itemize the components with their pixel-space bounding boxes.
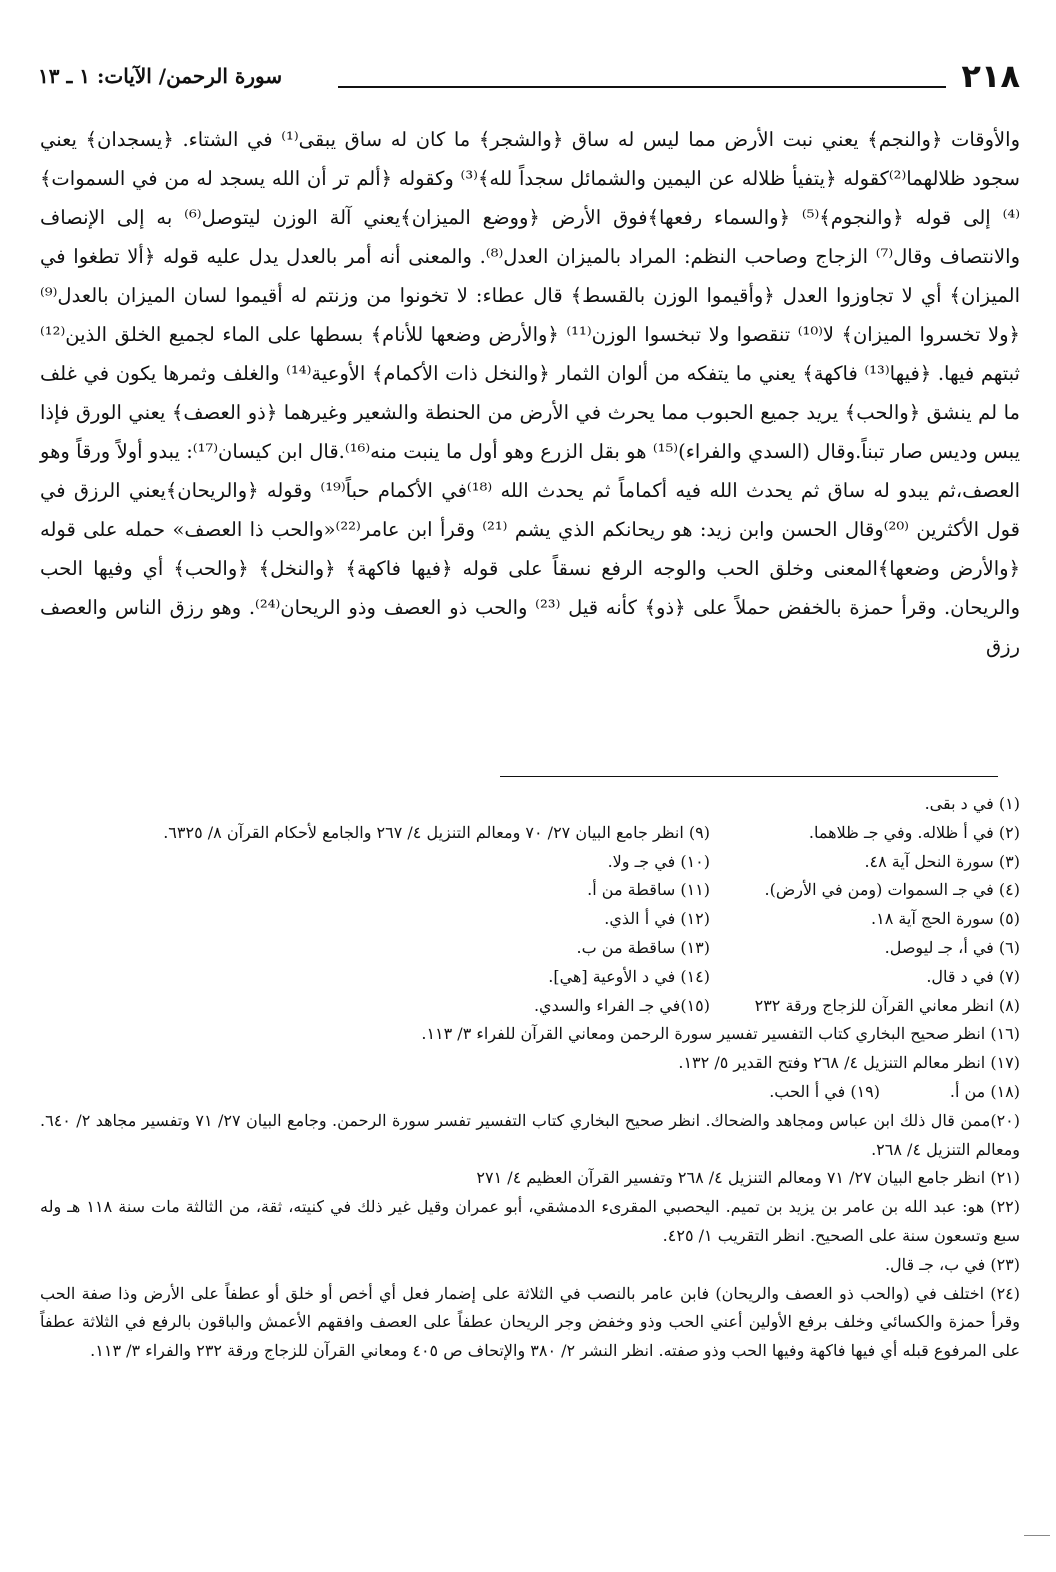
footnote-row	[40, 905, 1020, 934]
footnote-15: (١٥)في جـ الفراء والسدي.	[533, 995, 710, 1015]
footnote-8: (٨) انظر معاني القرآن للزجاج ورقة ٢٣٢	[754, 995, 1020, 1015]
footnote-13: (١٣) ساقطة من ب.	[576, 937, 710, 957]
footnote-row	[40, 848, 1020, 877]
footnote-row	[40, 992, 1020, 1021]
footnote-10: (١٠) في جـ ولا.	[607, 851, 710, 871]
footnote-row	[40, 934, 1020, 963]
footnotes	[40, 790, 1020, 1366]
running-title: سورة الرحمن/ الآيات: ١ ـ ١٣	[38, 64, 283, 88]
footnote-divider	[500, 776, 998, 777]
page-number: ٢١٨	[961, 57, 1020, 95]
footnote-3: (٣) سورة النحل آية ٤٨.	[864, 851, 1020, 871]
page-header	[38, 56, 1020, 96]
footnote-4: (٤) في جـ السموات (ومن في الأرض).	[764, 880, 1020, 900]
body-paragraph: والأوقات ﴿والنجم﴾ يعني نبت الأرض مما ليس له ساق ﴿والشجر﴾ ما كان له ساق يبقى⁽¹⁾ في الشتاء. ﴿يسجدان﴾ يعني سجود ظلالهما⁽²⁾كقوله ﴿يتفيأ ظلاله عن اليمين والشمائل سجداً لله﴾⁽³⁾ وكقوله ﴿ألم تر أن الله يسجد له من في السموات﴾⁽⁴⁾ إلى قوله ﴿والنجوم﴾⁽⁵⁾ ﴿والسماء رفعها﴾فوق الأرض ﴿ووضع الميزان﴾يعني آلة الوزن ليتوصل⁽⁶⁾ به إلى الإنصاف والانتصاف وقال⁽⁷⁾ الزجاج وصاحب النظم: المراد بالميزان العدل⁽⁸⁾. والمعنى أنه أمر بالعدل يدل عليه قوله ﴿ألا تطغوا في الميزان﴾ أي لا تجاوزوا العدل ﴿وأقيموا الوزن بالقسط﴾ قال عطاء: لا تخونوا من وزنتم له أقيموا لسان الميزان بالعدل⁽⁹⁾ ﴿ولا تخسروا الميزان﴾ لا⁽¹⁰⁾ تنقصوا ولا تبخسوا الوزن⁽¹¹⁾ ﴿والأرض وضعها للأنام﴾ بسطها على الماء لجميع الخلق الذين⁽¹²⁾ ثبتهم فيها. ﴿فيها⁽¹³⁾ فاكهة﴾ يعني ما يتفكه من ألوان الثمار ﴿والنخل ذات الأكمام﴾ الأوعية⁽¹⁴⁾ والغلف وثمرها يكون في غلف ما لم ينشق ﴿والحب﴾ يريد جميع الحبوب مما يحرث في الأرض من الحنطة والشعير وغيرهما ﴿ذو العصف﴾ يعني الورق فإذا يبس وديس صار تبناً.وقال (السدي والفراء)⁽¹⁵⁾ هو بقل الزرع وهو أول ما ينبت منه⁽¹⁶⁾.قال ابن كيسان⁽¹⁷⁾: يبدو أولاً ورقاً وهو العصف،ثم يبدو له ساق ثم يحدث الله فيه أكماماً ثم يحدث الله ⁽¹⁸⁾في الأكمام حباً⁽¹⁹⁾ وقوله ﴿والريحان﴾يعني الرزق في قول الأكثرين ⁽²⁰⁾وقال الحسن وابن زيد: هو ريحانكم الذي يشم ⁽²¹⁾ وقرأ ابن عامر⁽²²⁾«والحب ذا العصف» حمله على قوله ﴿والأرض وضعها﴾المعنى وخلق الحب والوجه الرفع نسقاً على قوله ﴿فيها فاكهة﴾ ﴿والنخل﴾ ﴿والحب﴾ أي وفيها الحب والريحان. وقرأ حمزة بالخفض حملاً على ﴿ذو﴾ كأنه قيل ⁽²³⁾ والحب ذو العصف وذو الريحان⁽²⁴⁾. وهو رزق الناس والعصف رزق	[40, 128, 1021, 658]
footnote-17: (١٧) انظر معالم التنزيل ٤/ ٢٦٨ وفتح القدير ٥/ ١٣٢.	[678, 1053, 1020, 1073]
footnote-2: (٢) في أ ظلاله. وفي جـ ظلاهما.	[808, 822, 1020, 842]
footnote-20: (٢٠)ممن قال ذلك ابن عباس ومجاهد والضحاك. انظر صحيح البخاري كتاب التفسير تفسر سورة الرحمن. وجامع البيان ٢٧/ ٧١ وتفسير مجاهد ٢/ ٦٤٠. ومعالم التنزيل ٤/ ٢٦٨.	[40, 1110, 1020, 1159]
footnote-14: (١٤) في د الأوعية [هي].	[548, 966, 710, 986]
footnote-19: (١٩) في أ الحب.	[769, 1081, 880, 1101]
footnote-1: (١) في د بقى.	[924, 794, 1020, 813]
footnote-21: (٢١) انظر جامع البيان ٢٧/ ٧١ ومعالم التنزيل ٤/ ٢٦٨ وتفسير القرآن العظيم ٤/ ٢٧١	[476, 1168, 1020, 1188]
header-rule	[338, 86, 946, 88]
footnote-5: (٥) سورة الحج آية ١٨.	[871, 909, 1020, 929]
footnote-row	[40, 876, 1020, 905]
footnote-6: (٦) في أ، جـ ليوصل.	[884, 937, 1020, 957]
main-text	[40, 120, 1020, 666]
footnote-22: (٢٢) هو: عبد الله بن عامر بن يزيد بن تميم. اليحصبي المقرىء الدمشقي، أبو عمران وقيل غير ذلك في كنيته، ثقة، من الثالثة مات سنة ١١٨ هـ وله سبع وتسعون سنة على الصحيح. انظر التقريب ١/ ٤٢٥.	[40, 1197, 1020, 1245]
footnote-row	[40, 790, 1020, 819]
footnote-row	[40, 1078, 1020, 1107]
page-corner-mark	[1024, 1535, 1050, 1536]
footnote-7: (٧) في د قال.	[926, 966, 1020, 986]
footnote-row	[40, 819, 1020, 848]
footnote-18: (١٨) من أ.	[949, 1081, 1020, 1101]
footnote-11: (١١) ساقطة من أ.	[587, 880, 710, 900]
footnote-12: (١٢) في أ الذي.	[604, 909, 710, 929]
footnote-16: (١٦) انظر صحيح البخاري كتاب التفسير تفسير سورة الرحمن ومعاني القرآن للفراء ٣/ ١١٣.	[421, 1024, 1020, 1044]
footnote-9: (٩) انظر جامع البيان ٢٧/ ٧٠ ومعالم التنزيل ٤/ ٢٦٧ والجامع لأحكام القرآن ٨/ ٦٣٢٥.	[163, 822, 710, 842]
footnote-23: (٢٣) في ب، جـ قال.	[884, 1254, 1020, 1274]
footnote-row	[40, 963, 1020, 992]
footnote-24: (٢٤) اختلف في (والحب ذو العصف والريحان) فابن عامر بالنصب في الثلاثة على إضمار فعل أي أخص أو خلق أو عطفاً على الأرض وذا صفة الحب وقرأ حمزة والكسائي وخلف برفع الأولين أعني الحب وذو وخفض وجر الريحان عطفاً على العصف وافقهم الأعمش والباقون بالرفع في الثلاثة عطفاً على المرفوع قبله أي فيها فاكهة وفيها الحب وذو صفته. انظر النشر ٢/ ٣٨٠ والإتحاف ص ٤٠٥ ومعاني القرآن للزجاج ورقة ٢٣٢ والفراء ٣/ ١١٣.	[40, 1283, 1021, 1361]
footnote-empty	[40, 790, 710, 819]
